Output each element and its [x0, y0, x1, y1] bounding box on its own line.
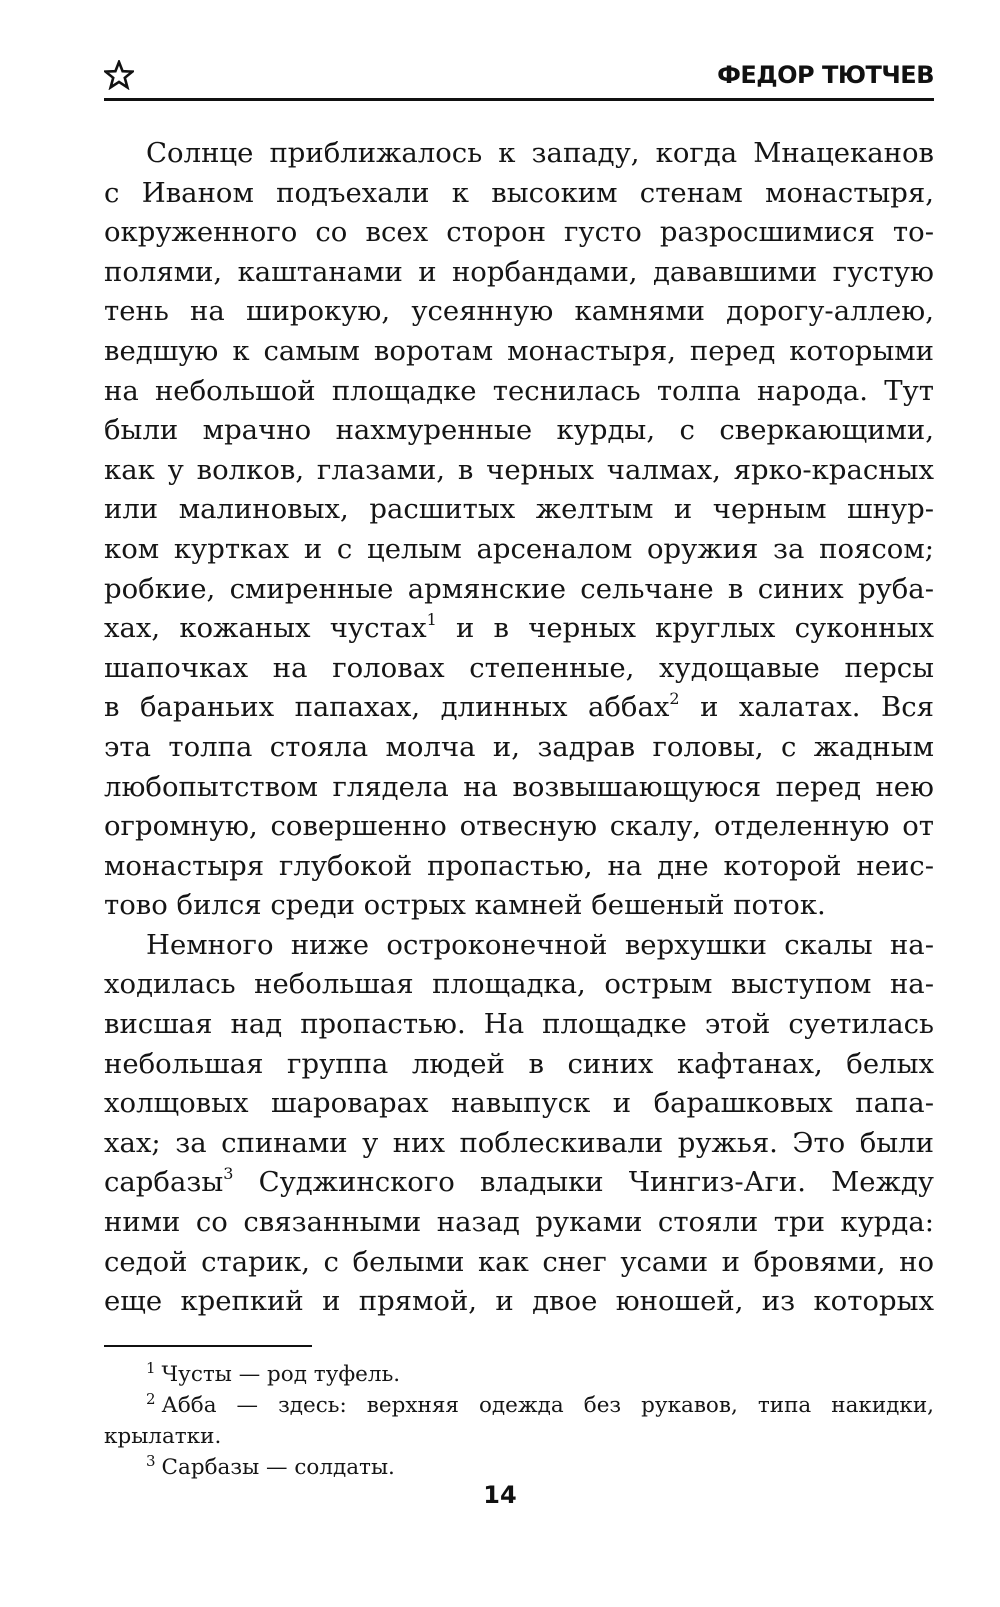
text-line: как у волков, глазами, в черных чалмах, ярко-красных — [104, 453, 934, 486]
text-line — [104, 1163, 934, 1203]
footnote-3 — [104, 1452, 934, 1483]
text-line: огромную, совершенно отвесную скалу, отделенную от — [104, 810, 934, 843]
footnote-marker: 1 — [426, 610, 437, 630]
footnotes — [104, 1359, 934, 1483]
page-header — [104, 56, 934, 106]
text-line: монастыря глубокой пропастью, на дне которой неис- — [104, 849, 934, 882]
text-fragment: в бараньих папахах, длинных аббах — [104, 691, 670, 724]
text-fragment: Суджинского владыки Чингиз-Аги. Между — [258, 1166, 934, 1199]
text-line: Солнце приближалось к западу, когда Мнацеканов — [146, 137, 934, 169]
text-line: холщовых шароварах навыпуск и барашковых папа- — [104, 1087, 934, 1120]
footnote-2-continuation: крылатки. — [104, 1424, 222, 1449]
text-line: тень на широкую, усеянную камнями дорогу-аллею, — [104, 295, 934, 328]
text-fragment: и в черных круглых суконных — [455, 612, 934, 645]
star-icon — [104, 60, 134, 90]
text-line: были мрачно нахмуренные курды, с сверкающими, — [104, 414, 934, 447]
text-line — [104, 609, 934, 649]
text-line — [104, 688, 934, 728]
main-text — [104, 134, 934, 1322]
text-line: ведшую к самым воротам монастыря, перед которыми — [104, 334, 934, 367]
text-fragment: хах, кожаных чустах — [104, 612, 427, 645]
text-line: робкие, смиренные армянские сельчане в синих руба- — [104, 572, 934, 605]
text-line: висшая над пропастью. На площадке этой суетилась — [104, 1008, 934, 1041]
footnote-1 — [104, 1359, 934, 1390]
paragraph-2 — [104, 926, 934, 1322]
text-line: шапочках на головах степенные, худощавые персы — [104, 651, 934, 684]
footnote-2 — [104, 1390, 934, 1421]
footnote-rule — [104, 1345, 312, 1347]
text-fragment: и халатах. Вся — [700, 691, 934, 724]
text-line: с Иваном подъехали к высоким стенам монастыря, — [104, 176, 934, 209]
text-line: окруженного со всех сторон густо разросшимися то- — [104, 216, 934, 249]
text-line: седой старик, с белыми как снег усами и бровями, но — [104, 1245, 934, 1278]
footnote-text: Чусты — род туфель. — [161, 1362, 401, 1387]
footnote-mark: 1 — [146, 1359, 156, 1377]
text-line: эта толпа стояла молча и, задрав головы, с жадным — [104, 730, 934, 763]
text-line: хах; за спинами у них поблескивали ружья. Это были — [104, 1126, 934, 1159]
running-title: ФЕДОР ТЮТЧЕВ — [717, 61, 934, 89]
text-fragment: сарбазы — [104, 1166, 224, 1199]
text-line: или малиновых, расшитых желтым и черным шнур- — [104, 493, 934, 526]
text-line: небольшая группа людей в синих кафтанах, белых — [104, 1047, 934, 1080]
footnote-text: Абба — здесь: верхняя одежда без рукавов, типа накидки, — [161, 1393, 934, 1418]
paragraph-1 — [104, 134, 934, 926]
footnote-mark: 2 — [146, 1390, 156, 1408]
footnote-mark: 3 — [146, 1452, 156, 1470]
footnote-marker: 3 — [223, 1164, 234, 1184]
text-line: полями, каштанами и норбандами, дававшими густую — [104, 255, 934, 288]
text-line: ходилась небольшая площадка, острым выступом на- — [104, 968, 934, 1001]
text-line: еще крепкий и прямой, и двое юношей, из которых — [104, 1285, 934, 1318]
text-line: тово бился среди острых камней бешеный поток. — [104, 889, 826, 922]
text-line: любопытством глядела на возвышающуюся перед нею — [104, 770, 934, 803]
text-line: ком куртках и с целым арсеналом оружия за поясом; — [104, 532, 934, 565]
text-line: Немного ниже остроконечной верхушки скалы на- — [146, 928, 934, 961]
header-rule — [104, 98, 934, 101]
page-number: 14 — [483, 1481, 517, 1509]
footnote-text: Сарбазы — солдаты. — [161, 1455, 395, 1480]
text-line: на небольшой площадке теснилась толпа народа. Тут — [104, 374, 934, 407]
footnote-marker: 2 — [669, 689, 680, 709]
text-line: ними со связанными назад руками стояли три курда: — [104, 1206, 934, 1239]
